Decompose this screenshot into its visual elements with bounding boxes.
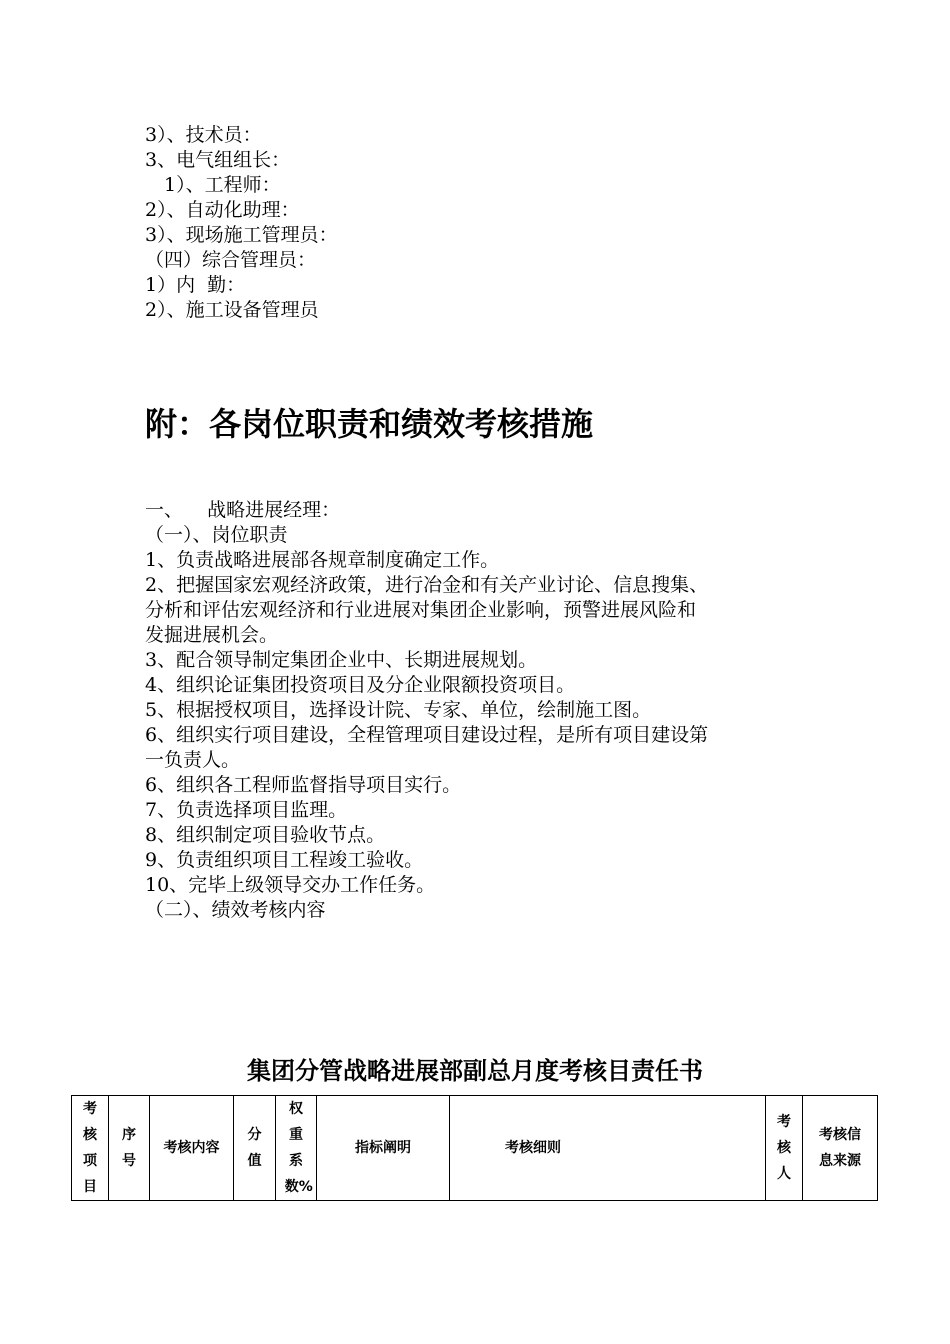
- duty-item: 1、负责战略进展部各规章制度确定工作。: [145, 549, 500, 571]
- duty-item: 6、组织各工程师监督指导项目实行。: [145, 774, 462, 796]
- list-item: 1）、工程师：: [145, 174, 281, 196]
- duty-item: 3、配合领导制定集团企业中、长期进展规划。: [145, 649, 538, 671]
- header-cell: 考核信息来源: [803, 1096, 878, 1201]
- header-cell: 权重系数%: [276, 1096, 317, 1201]
- duty-item: 6、组织实行项目建设，全程管理项目建设过程，是所有项目建设第: [145, 724, 709, 746]
- duty-item: 10、完毕上级领导交办工作任务。: [145, 874, 436, 896]
- duty-item: 9、负责组织项目工程竣工验收。: [145, 849, 424, 871]
- header-cell: 考核细则: [450, 1096, 766, 1201]
- header-cell: 分值: [234, 1096, 276, 1201]
- header-cell: 指标阐明: [317, 1096, 450, 1201]
- list-item: 2）、自动化助理：: [145, 199, 300, 221]
- duty-item: 一负责人。: [145, 749, 241, 771]
- table-title: 集团分管战略进展部副总月度考核目责任书: [247, 1057, 703, 1085]
- list-item: 3、电气组组长：: [145, 149, 291, 171]
- duty-item: 5、根据授权项目，选择设计院、专家、单位，绘制施工图。: [145, 699, 652, 721]
- duty-item: 8、组织制定项目验收节点。: [145, 824, 386, 846]
- duty-item: 2、把握国家宏观经济政策，进行冶金和有关产业讨论、信息搜集、: [145, 574, 709, 596]
- subsection-title: （二）、绩效考核内容: [145, 899, 326, 921]
- duty-item: 发掘进展机会。: [145, 624, 279, 646]
- header-cell: 序号: [109, 1096, 150, 1201]
- duty-item: 7、负责选择项目监理。: [145, 799, 348, 821]
- appendix-heading: 附：各岗位职责和绩效考核措施: [145, 405, 594, 443]
- section-title: 一、 战略进展经理：: [145, 499, 341, 521]
- table-header-row: [72, 1096, 878, 1201]
- assessment-table: [71, 1095, 878, 1201]
- duty-item: 分析和评估宏观经济和行业进展对集团企业影响，预警进展风险和: [145, 599, 697, 621]
- list-item: 2）、施工设备管理员: [145, 299, 319, 321]
- header-cell: 考核内容: [150, 1096, 234, 1201]
- list-item: （四）综合管理员：: [145, 249, 317, 271]
- list-item: 3）、现场施工管理员：: [145, 224, 338, 246]
- subsection-title: （一）、岗位职责: [145, 524, 288, 546]
- header-cell: 考核项目: [72, 1096, 109, 1201]
- duty-item: 4、组织论证集团投资项目及分企业限额投资项目。: [145, 674, 576, 696]
- list-item: 3）、技术员：: [145, 124, 262, 146]
- list-item: 1）内 勤：: [145, 274, 246, 296]
- header-cell: 考核人: [766, 1096, 803, 1201]
